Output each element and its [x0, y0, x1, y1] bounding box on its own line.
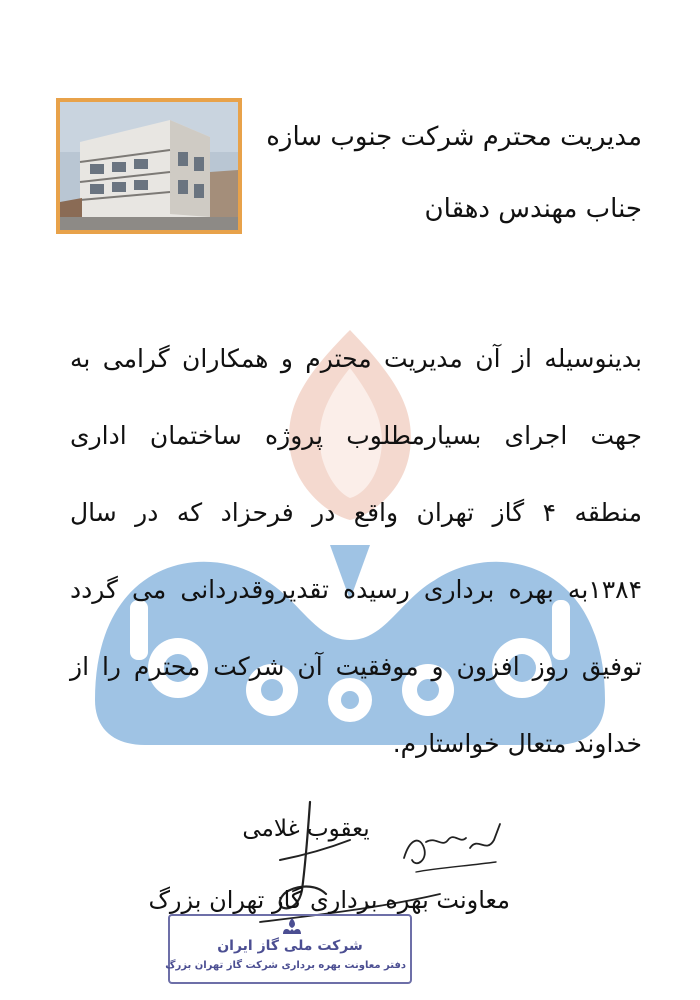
body-line: توفیق روز افزون و موفقیت آن شرکت محترم را از [70, 652, 642, 681]
body-line: بدینوسیله از آن مدیریت محترم و همکاران گرامی به [70, 344, 642, 373]
letter-body [70, 320, 642, 782]
stamp-office-name: دفتر معاونت بهره برداری شرکت گاز تهران بزرگ [165, 960, 406, 971]
body-line: منطقه ۴ گاز تهران واقع در فرحزاد که در سال [70, 498, 642, 527]
recipient-person: جناب مهندس دهقان [424, 194, 642, 224]
signer-name: یعقوب غلامی [242, 816, 370, 842]
stamp-company-name: شرکت ملی گاز ایران [217, 938, 363, 954]
building-photo [56, 98, 242, 234]
recipient-company: مدیریت محترم شرکت جنوب سازه [266, 122, 642, 152]
body-line: جهت اجرای بسیارمطلوب پروژه ساختمان اداری [70, 421, 642, 450]
office-stamp [165, 914, 412, 984]
body-line: خداوند متعال خواستارم. [392, 729, 642, 758]
body-line: ۱۳۸۴به بهره برداری رسیده تقدیروقدردانی می گردد [70, 575, 642, 604]
signer-title: معاونت بهره برداری گاز تهران بزرگ [148, 886, 510, 914]
stamp-logo-icon [282, 918, 302, 936]
